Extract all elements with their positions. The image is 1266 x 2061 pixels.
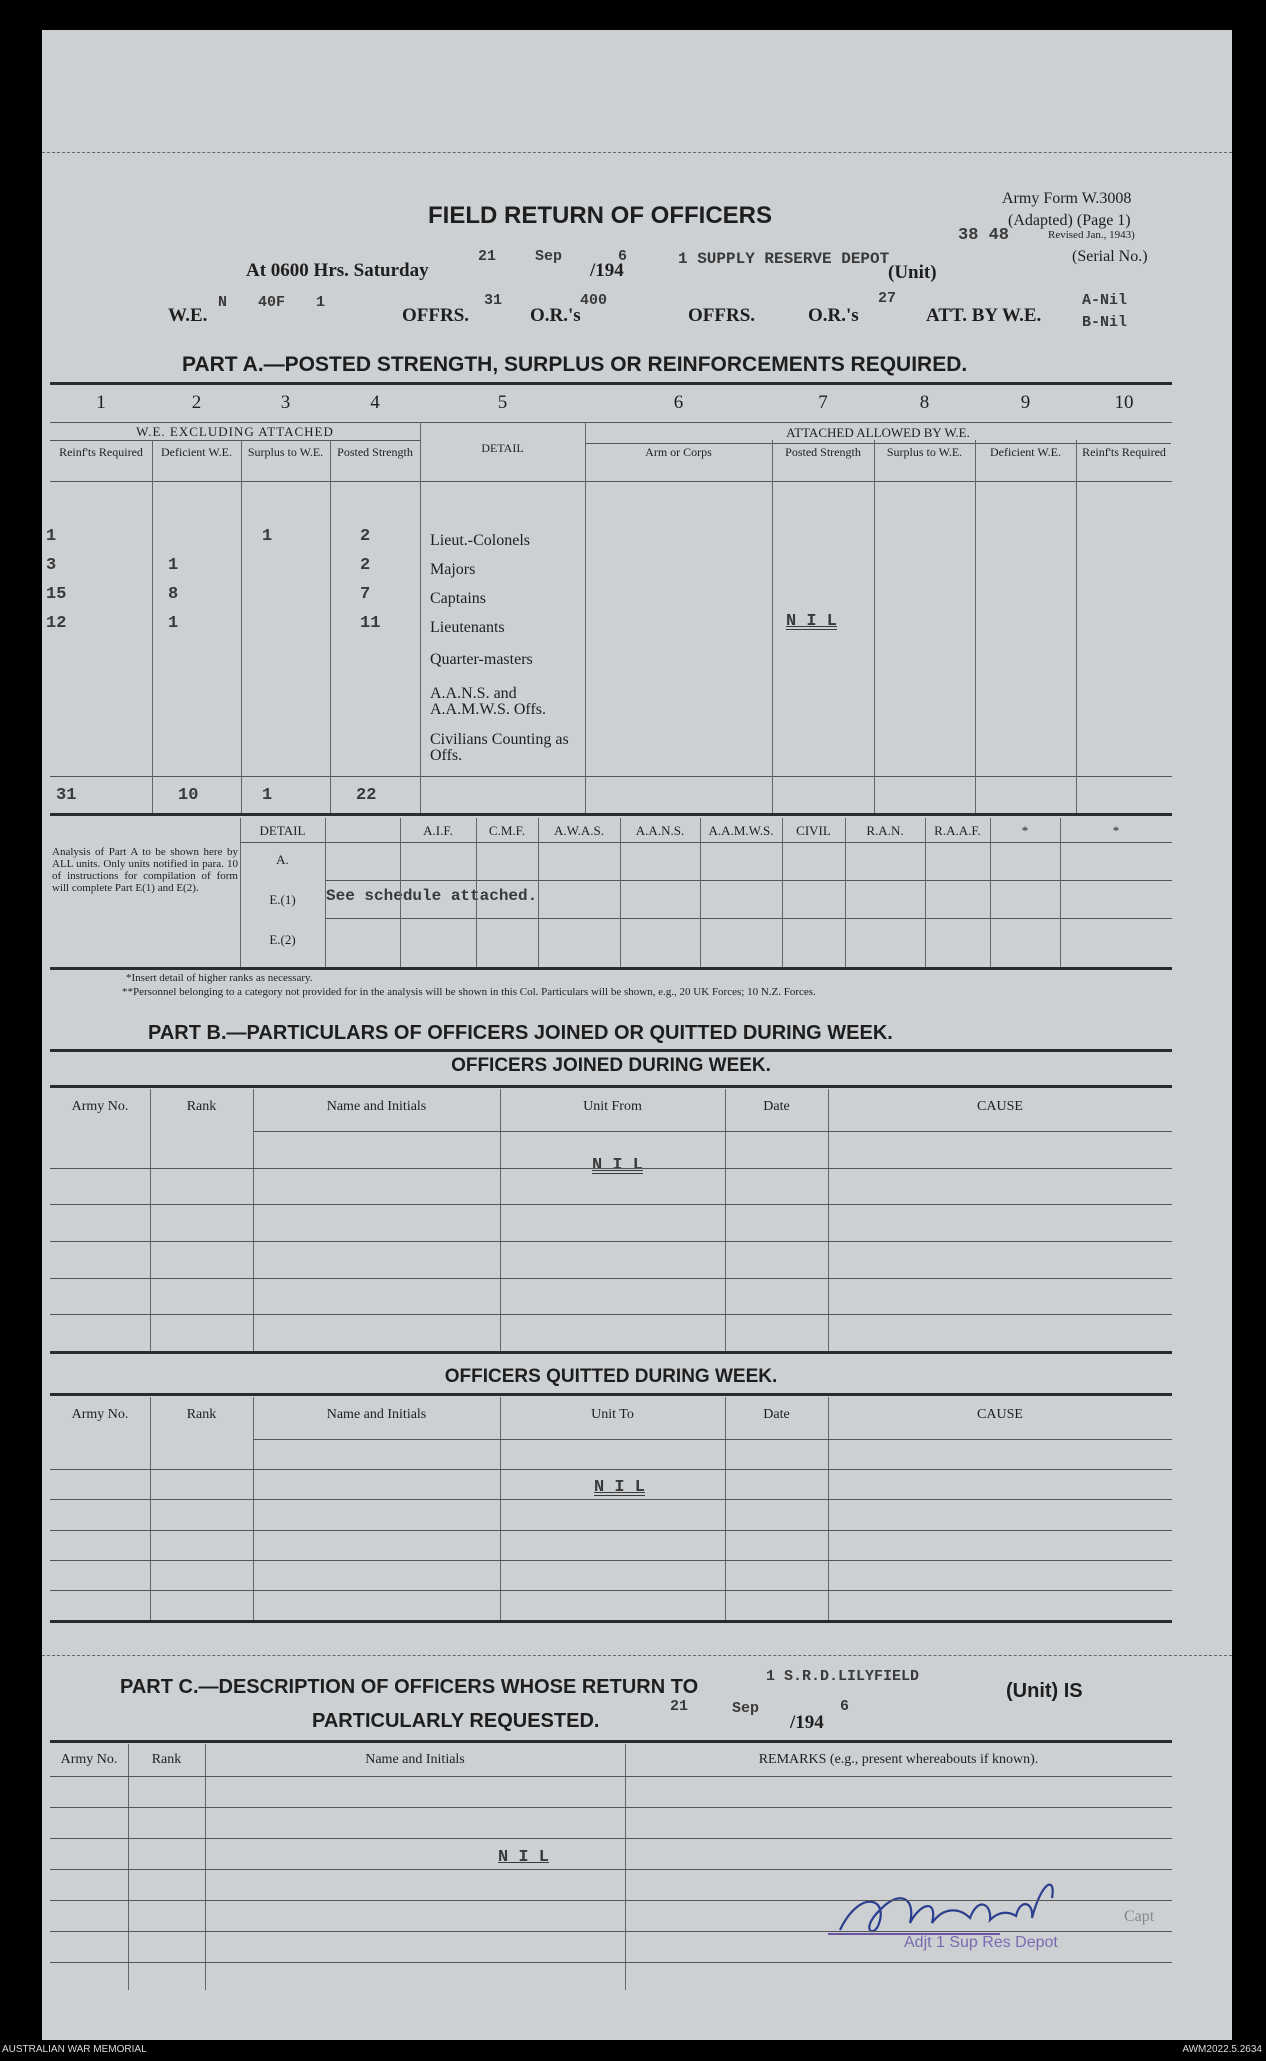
column-divider — [1060, 818, 1061, 967]
column-header: Posted Strength — [785, 445, 861, 459]
column-divider — [420, 422, 421, 813]
column-number: 5 — [497, 392, 508, 413]
reinforcements-required: 1 — [46, 527, 57, 546]
footer-right: AWM2022.5.2634 — [1182, 2044, 1262, 2055]
row-divider — [50, 1962, 1172, 1963]
part-c-header: Rank — [151, 1752, 182, 1767]
serial-label: (Serial No.) — [1072, 248, 1148, 265]
schedule-attached: See schedule attached. — [326, 887, 538, 905]
total-c2: 10 — [178, 786, 199, 805]
joined-nil: N I L — [592, 1156, 644, 1175]
offrs-label: OFFRS. — [402, 305, 470, 326]
column-number: 9 — [1020, 392, 1031, 413]
analysis-header: C.M.F. — [488, 823, 526, 838]
quitted-header: CAUSE — [977, 1407, 1023, 1422]
rule — [50, 967, 1172, 970]
row-divider — [50, 1838, 1172, 1839]
revised-date: Revised Jan., 1943) — [1048, 229, 1135, 241]
column-number: 8 — [919, 392, 930, 413]
column-divider — [874, 440, 875, 813]
column-divider — [241, 440, 242, 813]
column-divider — [152, 440, 153, 813]
detail-label: Civilians Counting as Offs. — [430, 731, 569, 764]
column-divider — [772, 440, 773, 813]
part-c-title-b: PARTICULARLY REQUESTED. — [312, 1710, 600, 1732]
column-divider — [150, 1397, 151, 1620]
adjutant-stamp: Adjt 1 Sup Res Depot — [904, 1934, 1058, 1951]
column-header: Deficient W.E. — [161, 445, 232, 459]
row-divider — [253, 1439, 1172, 1440]
column-divider — [400, 818, 401, 967]
analysis-header: R.A.A.F. — [934, 823, 981, 838]
rule — [50, 1620, 1172, 1623]
column-divider — [325, 818, 326, 967]
offrs-value: 31 — [484, 292, 503, 309]
rule — [50, 422, 1172, 423]
row-divider — [253, 1131, 1172, 1132]
column-header: Arm or Corps — [645, 445, 712, 459]
rule — [50, 440, 420, 441]
we-label: W.E. — [168, 305, 208, 326]
quitted-header: Name and Initials — [326, 1407, 427, 1422]
column-number: 2 — [191, 392, 202, 413]
year-digit: 6 — [618, 248, 628, 265]
ors2-value: 27 — [878, 290, 897, 307]
row-divider — [50, 1776, 1172, 1777]
column-header: Deficient W.E. — [990, 445, 1061, 459]
row-divider — [50, 1560, 1172, 1561]
row-divider — [50, 1241, 1172, 1242]
rule — [50, 1351, 1172, 1354]
column-divider — [782, 818, 783, 967]
row-divider — [325, 918, 1172, 919]
column-divider — [725, 1089, 726, 1351]
form-number: Army Form W.3008 — [1002, 190, 1132, 207]
att-b: B-Nil — [1082, 314, 1128, 331]
total-c1: 31 — [56, 786, 77, 805]
row-divider — [325, 880, 1172, 881]
analysis-header: DETAIL — [259, 823, 306, 838]
reinforcements-required: 15 — [46, 585, 67, 604]
part-c-nil: N I L — [498, 1848, 550, 1867]
ors2-label: O.R.'s — [808, 305, 859, 326]
row-divider — [50, 1900, 1172, 1901]
row-divider — [50, 1278, 1172, 1279]
column-header: Surplus to W.E. — [247, 445, 324, 459]
analysis-header: A.A.N.S. — [635, 823, 685, 838]
column-divider — [925, 818, 926, 967]
detail-label: Quarter-masters — [430, 651, 533, 668]
column-divider — [500, 1089, 501, 1351]
we-value: N 40F 1 — [218, 294, 326, 311]
rule — [50, 382, 1172, 385]
column-divider — [128, 1744, 129, 1990]
attached-allowed-head: ATTACHED ALLOWED BY W.E. — [786, 425, 970, 440]
part-c-day: 21 — [670, 1698, 689, 1715]
row-divider — [50, 1590, 1172, 1591]
column-divider — [828, 1089, 829, 1351]
month-value: Sep — [535, 248, 563, 265]
ors-value: 400 — [580, 292, 608, 309]
detail-label: Lieutenants — [430, 619, 505, 636]
reinforcements-required: 12 — [46, 614, 67, 633]
column-number: 6 — [673, 392, 684, 413]
att-a: A-Nil — [1082, 292, 1128, 309]
footnote-2: **Personnel belonging to a category not provided for in the analysis will be shown in this Col. Particulars will be shown, e.g., 20 UK Forces; 10 N.Z. Forces. — [122, 986, 816, 998]
quitted-title: OFFICERS QUITTED DURING WEEK. — [444, 1366, 778, 1387]
column-number: 4 — [370, 392, 380, 413]
deficient-we: 8 — [168, 585, 179, 604]
quitted-header: Unit To — [591, 1407, 634, 1422]
rule — [50, 481, 1172, 482]
part-c-year-digit: 6 — [840, 1698, 850, 1715]
rule — [50, 1085, 1172, 1088]
column-divider — [150, 1089, 151, 1351]
part-b-title: PART B.—PARTICULARS OF OFFICERS JOINED OR QUITTED DURING WEEK. — [148, 1022, 893, 1044]
total-c4: 22 — [356, 786, 377, 805]
column-header: Reinf'ts Required — [1082, 445, 1166, 459]
joined-header: Unit From — [583, 1099, 642, 1114]
column-divider — [240, 818, 241, 967]
analysis-row-label: E.(1) — [269, 892, 296, 907]
column-number: 7 — [818, 392, 828, 413]
unit-name: 1 SUPPLY RESERVE DEPOT — [678, 250, 890, 268]
column-header: Surplus to W.E. — [886, 445, 963, 459]
column-number: 10 — [1114, 392, 1134, 413]
footnote-1: *Insert detail of higher ranks as necessary. — [126, 972, 313, 984]
joined-header: Rank — [186, 1099, 217, 1114]
column-divider — [990, 818, 991, 967]
analysis-header: A.W.A.S. — [553, 823, 605, 838]
att-label: ATT. BY W.E. — [926, 305, 1042, 326]
rule — [50, 1393, 1172, 1396]
posted-strength: 11 — [360, 614, 381, 633]
quitted-header: Army No. — [71, 1407, 129, 1422]
footer-left: AUSTRALIAN WAR MEMORIAL — [2, 2044, 147, 2055]
joined-header: Army No. — [71, 1099, 129, 1114]
form-title: FIELD RETURN OF OFFICERS — [428, 202, 772, 229]
ors-label: O.R.'s — [530, 305, 581, 326]
row-divider — [50, 1499, 1172, 1500]
detail-label: Captains — [430, 590, 486, 607]
column-divider — [625, 1744, 626, 1990]
part-a-title: PART A.—POSTED STRENGTH, SURPLUS OR REINFORCEMENTS REQUIRED. — [182, 353, 968, 376]
row-divider — [50, 1314, 1172, 1315]
rule — [50, 1740, 1172, 1743]
posted-strength: 2 — [360, 556, 371, 575]
row-divider — [50, 1931, 1172, 1932]
analysis-header: A.A.M.W.S. — [708, 823, 774, 838]
column-header: Posted Strength — [337, 445, 413, 459]
analysis-header: * — [1112, 823, 1120, 838]
column-divider — [330, 440, 331, 813]
part-c-header: Name and Initials — [365, 1752, 465, 1767]
form-page: (Adapted) (Page 1) — [1008, 212, 1131, 229]
column-divider — [1076, 440, 1077, 813]
part-c-unit: 1 S.R.D.LILYFIELD — [766, 1668, 920, 1685]
rule — [50, 813, 1172, 816]
attached-nil: N I L — [786, 612, 838, 631]
column-header: Reinf'ts Required — [59, 445, 143, 459]
posted-strength: 7 — [360, 585, 371, 604]
joined-header: Name and Initials — [326, 1099, 427, 1114]
analysis-row-label: E.(2) — [269, 932, 296, 947]
at-label: At 0600 Hrs. Saturday — [246, 260, 429, 281]
column-number: 3 — [280, 392, 291, 413]
perforation-line-2 — [42, 1655, 1232, 1656]
part-c-unit-label: (Unit) IS — [1006, 1680, 1083, 1702]
total-c3: 1 — [262, 786, 273, 805]
deficient-we: 1 — [168, 556, 179, 575]
column-divider — [828, 1397, 829, 1620]
quitted-header: Rank — [186, 1407, 217, 1422]
part-c-header: Army No. — [60, 1752, 118, 1767]
analysis-row-label: A. — [276, 852, 289, 867]
analysis-note: Analysis of Part A to be shown here by ALL units. Only units notified in para. 10 of instructions for compilation of form will complete Part E(1) and E(2). — [52, 846, 238, 894]
analysis-header: A.I.F. — [423, 823, 453, 838]
posted-strength: 2 — [360, 527, 371, 546]
column-divider — [700, 818, 701, 967]
day-value: 21 — [478, 248, 497, 265]
we-excluding-head: W.E. EXCLUDING ATTACHED — [136, 424, 334, 439]
joined-header: CAUSE — [977, 1099, 1023, 1114]
column-divider — [253, 1397, 254, 1620]
signature-rank: Capt — [1124, 1908, 1155, 1925]
analysis-header: CIVIL — [796, 823, 831, 838]
quitted-nil: N I L — [594, 1478, 646, 1497]
perforation-line — [42, 152, 1232, 153]
offrs2-label: OFFRS. — [688, 305, 756, 326]
row-divider — [50, 1530, 1172, 1531]
year-prefix: /194 — [590, 260, 624, 281]
part-c-year-prefix: /194 — [790, 1712, 824, 1733]
column-header: DETAIL — [481, 441, 524, 455]
column-divider — [476, 818, 477, 967]
row-divider — [50, 1807, 1172, 1808]
surplus-we: 1 — [262, 527, 273, 546]
column-divider — [205, 1744, 206, 1990]
column-divider — [620, 818, 621, 967]
quitted-header: Date — [763, 1407, 790, 1422]
joined-header: Date — [763, 1099, 790, 1114]
column-divider — [538, 818, 539, 967]
column-divider — [500, 1397, 501, 1620]
row-divider — [50, 1168, 1172, 1169]
analysis-header: R.A.N. — [866, 823, 904, 838]
joined-title: OFFICERS JOINED DURING WEEK. — [451, 1055, 771, 1076]
column-divider — [975, 440, 976, 813]
rule — [50, 776, 1172, 777]
serial-number: 38 48 — [958, 226, 1010, 245]
part-c-month: Sep — [732, 1700, 760, 1717]
row-divider — [50, 1469, 1172, 1470]
analysis-header: * — [1021, 823, 1029, 838]
unit-label: (Unit) — [888, 262, 937, 283]
column-number: 1 — [96, 392, 106, 413]
column-divider — [253, 1089, 254, 1351]
row-divider — [50, 1204, 1172, 1205]
part-c-header: REMARKS (e.g., present whereabouts if known). — [758, 1752, 1039, 1767]
row-divider — [50, 1869, 1172, 1870]
detail-label: Majors — [430, 561, 476, 578]
column-divider — [845, 818, 846, 967]
row-divider — [240, 842, 1172, 843]
part-c-title-a: PART C.—DESCRIPTION OF OFFICERS WHOSE RETURN TO — [120, 1676, 699, 1698]
rule — [50, 1049, 1172, 1052]
reinforcements-required: 3 — [46, 556, 57, 575]
detail-label: Lieut.-Colonels — [430, 532, 530, 549]
column-divider — [725, 1397, 726, 1620]
rule — [585, 443, 1171, 444]
deficient-we: 1 — [168, 614, 179, 633]
detail-label: A.A.N.S. and A.A.M.W.S. Offs. — [430, 685, 547, 718]
